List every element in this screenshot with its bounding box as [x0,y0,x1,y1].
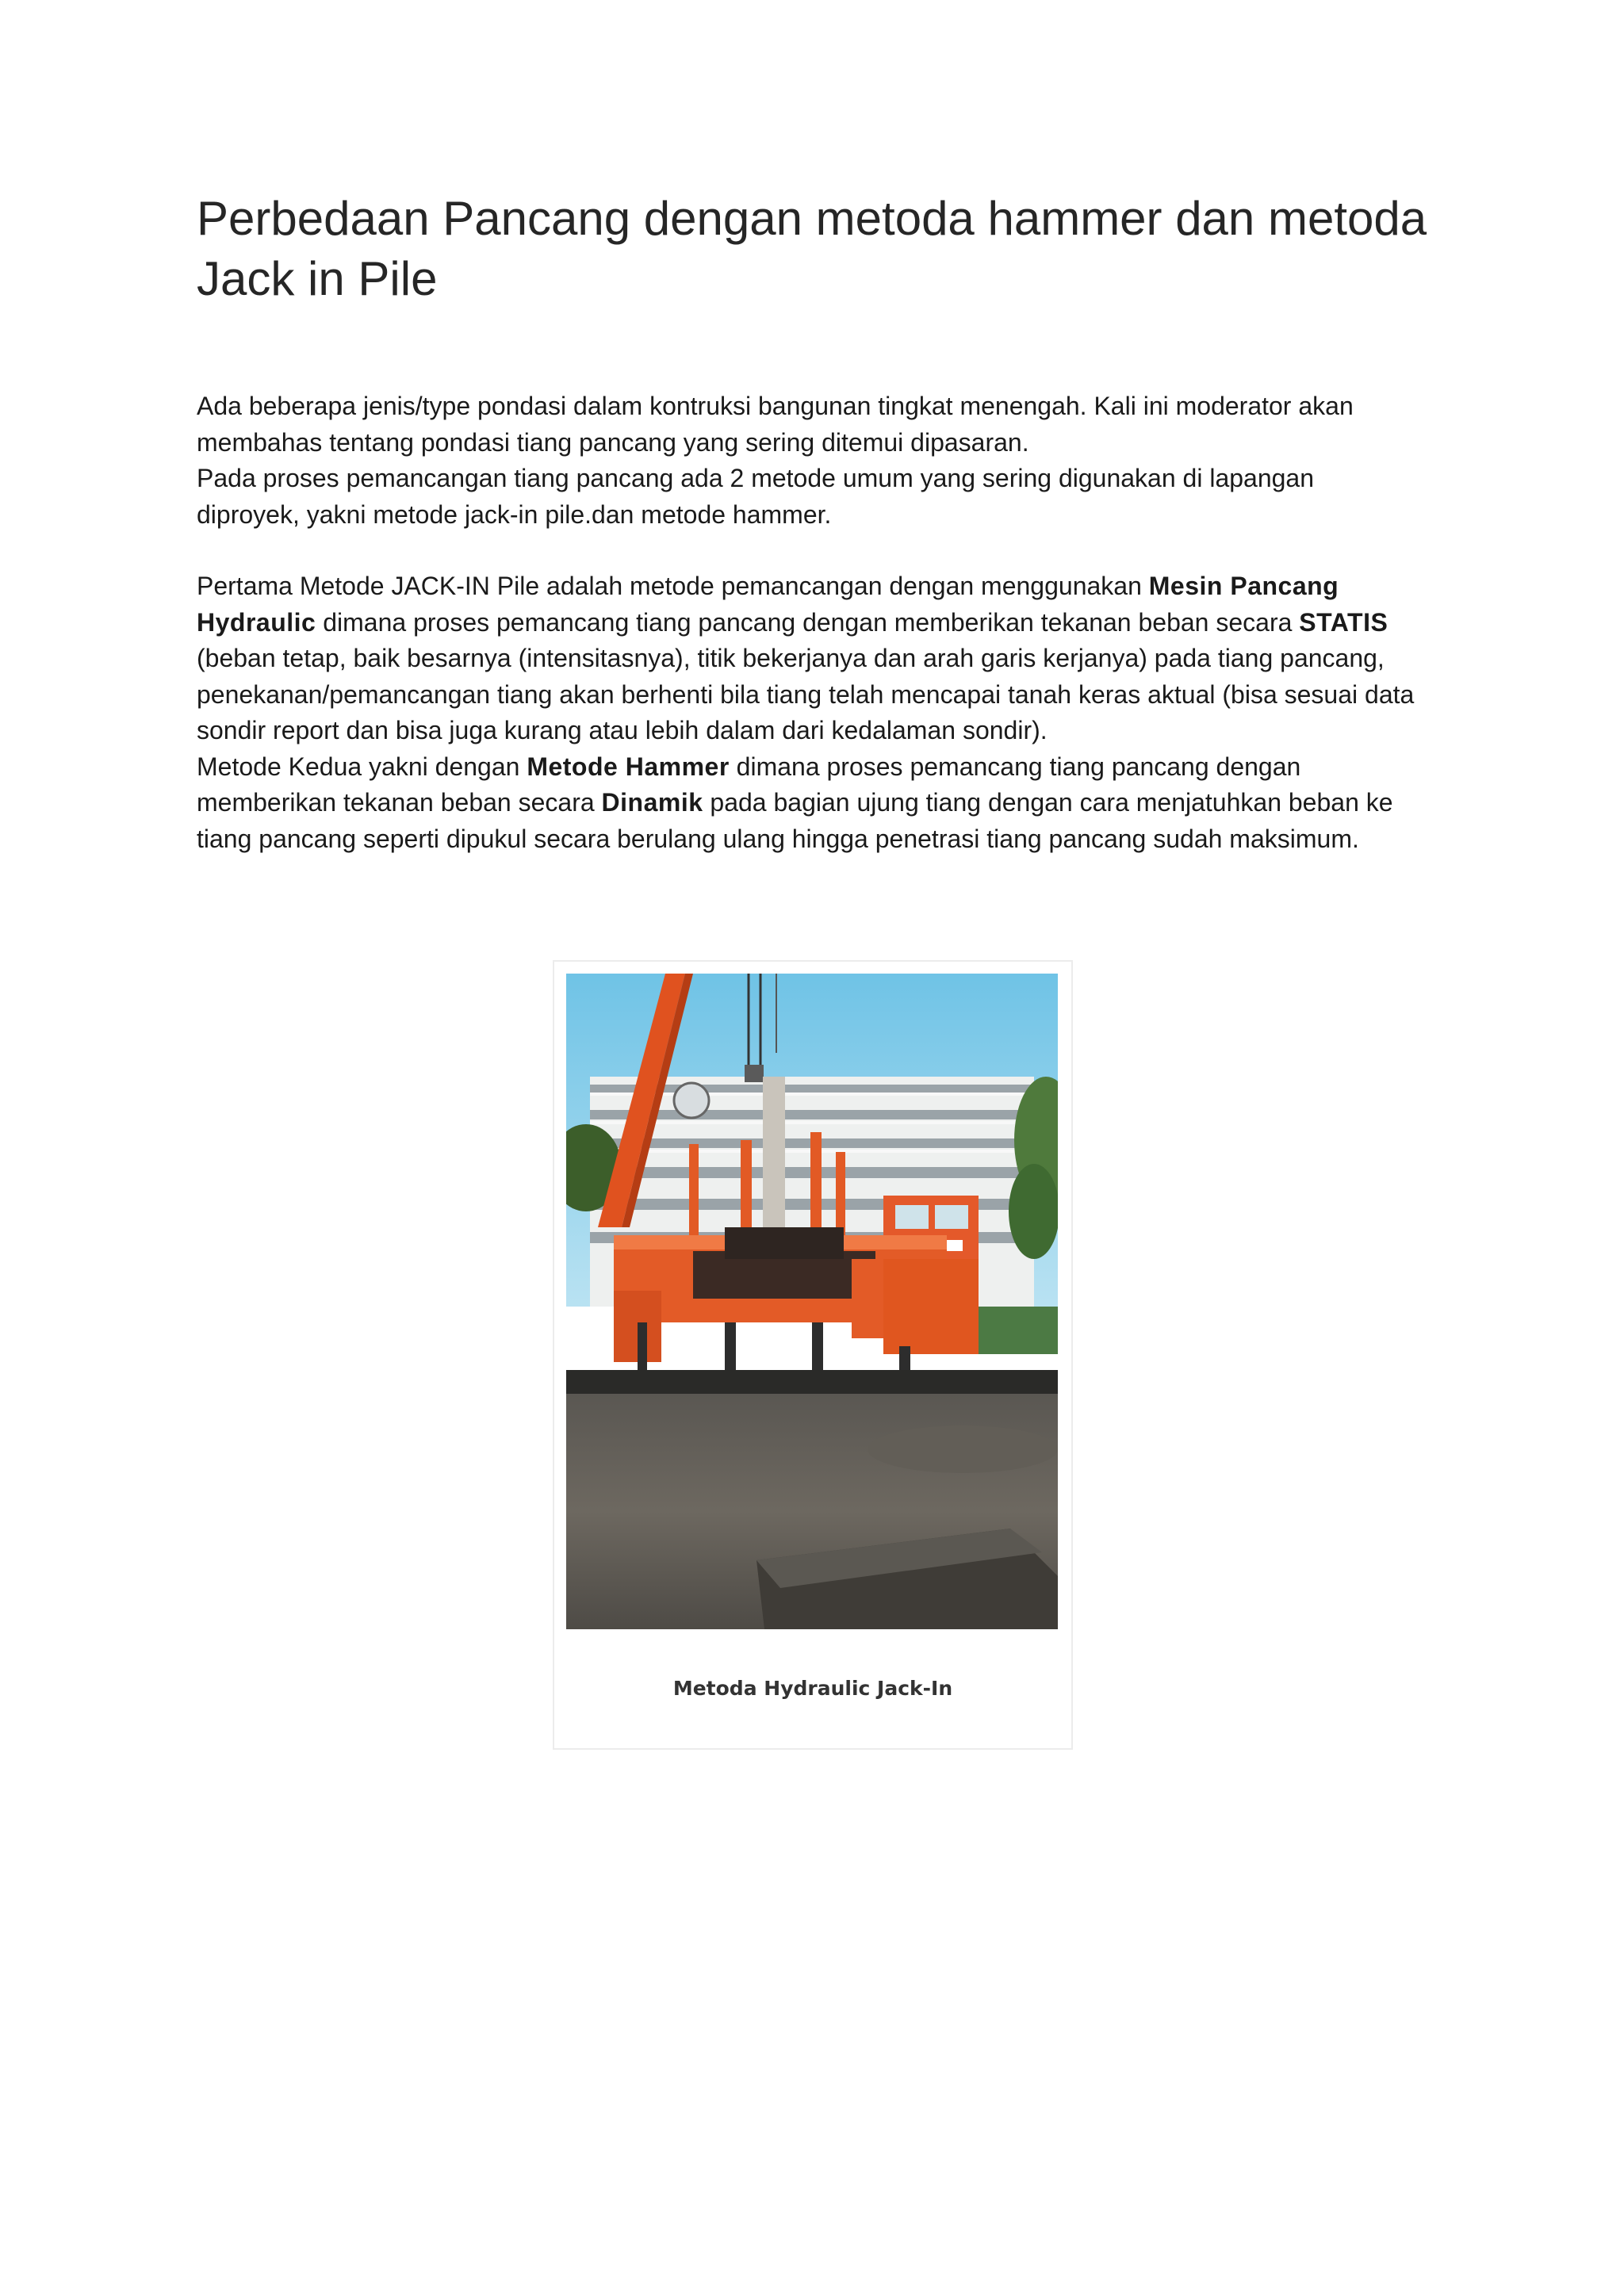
hammer-bold-method: Metode Hammer [527,752,730,781]
hammer-paragraph [197,749,1418,858]
jack-in-text-1: Pertama Metode JACK-IN Pile adalah metode pemancangan dengan menggunakan [197,572,1149,600]
hammer-bold-dinamik: Dinamik [601,788,703,817]
intro-paragraph-2: Pada proses pemancangan tiang pancang ada 2 metode umum yang sering digunakan di lapangan diproyek, yakni metode jack-in pile.dan metode hammer. [197,464,1315,529]
hammer-text-3: pada bagian ujung tiang dengan cara menjatuhkan beban ke tiang pancang seperti dipukul secara berulang ulang hingga penetrasi tiang pancang sudah maksimum. [197,788,1393,853]
jack-in-machine-photo [566,974,1058,1629]
paragraph-spacer [197,533,1418,568]
jack-in-bold-machine: Mesin Pancang Hydraulic [197,572,1339,637]
page-title: Perbedaan Pancang dengan metoda hammer dan metoda Jack in Pile [197,192,1427,305]
figure-caption: Metoda Hydraulic Jack-In [672,1677,953,1700]
hammer-text-2: dimana proses pemancang tiang pancang dengan memberikan tekanan beban secara [197,752,1301,817]
hammer-text-1: Metode Kedua yakni dengan [197,752,527,781]
jack-in-text-2: dimana proses pemancang tiang pancang dengan memberikan tekanan beban secara [316,607,1300,637]
jack-in-paragraph [197,568,1418,749]
jack-in-bold-statis: STATIS [1299,607,1388,637]
figure-box [553,960,1073,1750]
article-body [197,388,1418,857]
jack-in-text-3: (beban tetap, baik besarnya (intensitasnya), titik bekerjanya dan arah garis kerjanya) pada tiang pancang, penekanan/pemancangan tiang akan berhenti bila tiang telah mencapai tanah keras aktual (bisa sesuai data sondir report dan bisa juga kurang atau lebih dalam dari kedalaman sondir). [197,644,1415,744]
intro-paragraph-1: Ada beberapa jenis/type pondasi dalam kontruksi bangunan tingkat menengah. Kali ini moderator akan membahas tentang pondasi tiang pancang yang sering ditemui dipasaran. [197,392,1354,457]
